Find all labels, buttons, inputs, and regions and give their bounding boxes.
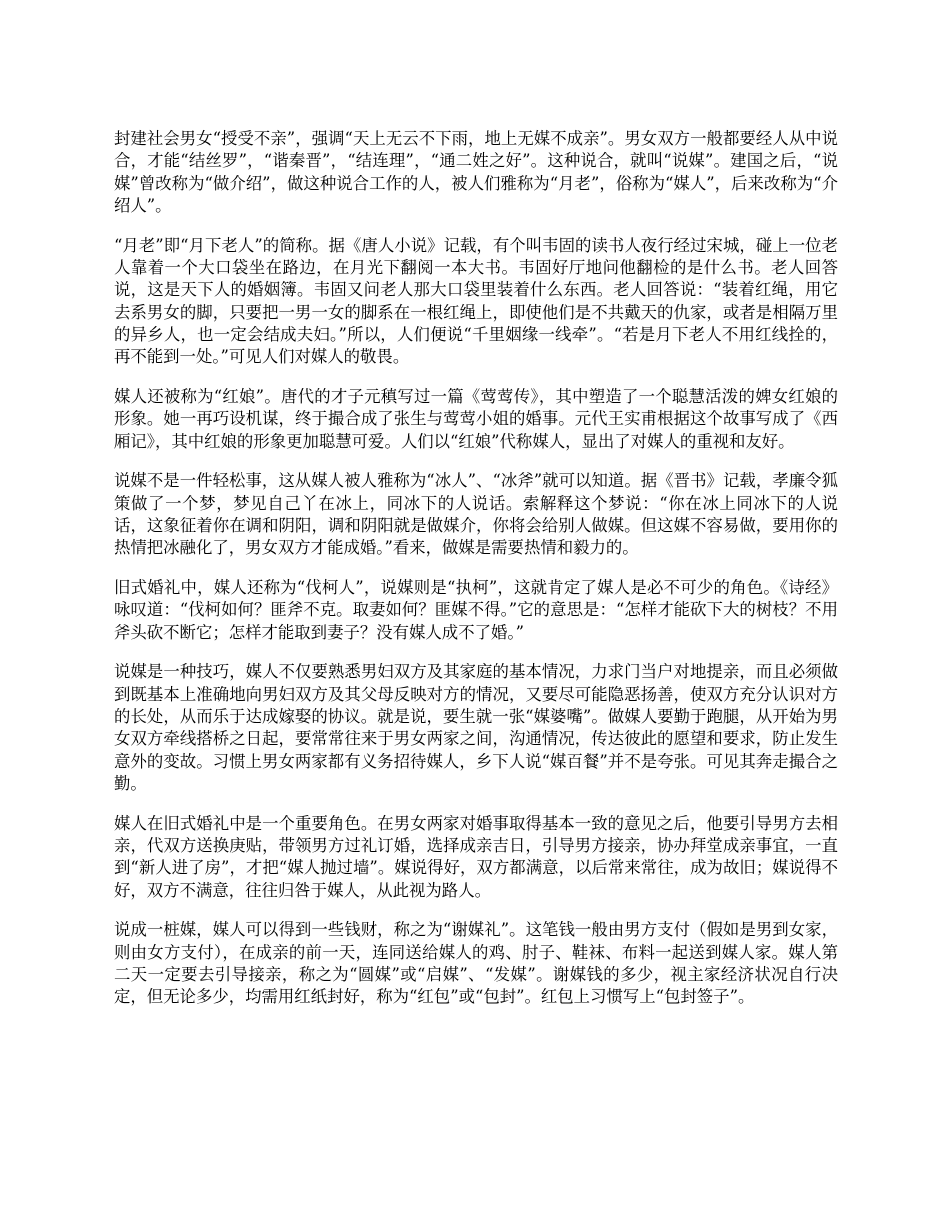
paragraph-8: 说成一桩媒，媒人可以得到一些钱财，称之为“谢媒礼”。这笔钱一般由男方支付（假如是男到女家，则由女方支付），在成亲的前一天，连同送给媒人的鸡、肘子、鞋袜、布料一起送到媒人家。媒人第二天一定要去引导接亲，称之为“圆媒”或“启媒”、“发媒”。谢媒钱的多少，视主家经济状况自行决定，但无论多少，均需用红纸封好，称为“红包”或“包封”。红包上习惯写上“包封签子”。 bbox=[114, 920, 838, 1007]
paragraph-7: 媒人在旧式婚礼中是一个重要角色。在男女两家对婚事取得基本一致的意见之后，他要引导男方去相亲，代双方送换庚贴，带领男方过礼订婚，选择成亲吉日，引导男方接亲，协办拜堂成亲事宜，一直到“新人进了房”，才把“媒人抛过墙”。媒说得好，双方都满意，以后常来常往，成为故旧；媒说得不好，双方不满意，往往归咎于媒人，从此视为路人。 bbox=[114, 813, 838, 900]
document-page bbox=[114, 128, 838, 1026]
paragraph-4: 说媒不是一件轻松事，这从媒人被人雅称为“冰人”、“冰斧”就可以知道。据《晋书》记载，孝廉令狐策做了一个梦，梦见自己丫在冰上，同冰下的人说话。索解释这个梦说：“你在冰上同冰下的人说话，这象征着你在调和阴阳，调和阴阳就是做媒介，你将会给别人做媒。但这媒不容易做，要用你的热情把冰融化了，男女双方才能成婚。”看来，做媒是需要热情和毅力的。 bbox=[114, 471, 838, 558]
paragraph-3: 媒人还被称为“红娘”。唐代的才子元稹写过一篇《莺莺传》，其中塑造了一个聪慧活泼的婢女红娘的形象。她一再巧设机谋，终于撮合成了张生与莺莺小姐的婚事。元代王实甫根据这个故事写成了《西厢记》，其中红娘的形象更加聪慧可爱。人们以“红娘”代称媒人，显出了对媒人的重视和友好。 bbox=[114, 386, 838, 451]
paragraph-5: 旧式婚礼中，媒人还称为“伐柯人”，说媒则是“执柯”，这就肯定了媒人是必不可少的角色。《诗经》咏叹道：“伐柯如何？匪斧不克。取妻如何？匪媒不得。”它的意思是：“怎样才能砍下大的树枝？不用斧头砍不断它；怎样才能取到妻子？没有媒人成不了婚。” bbox=[114, 578, 838, 642]
paragraph-6: 说媒是一种技巧，媒人不仅要熟悉男妇双方及其家庭的基本情况，力求门当户对地提亲，而且必须做到既基本上准确地向男妇双方及其父母反映对方的情况，又要尽可能隐恶扬善，使双方充分认识对方的长处，从而乐于达成嫁娶的协议。就是说，要生就一张“媒婆嘴”。做媒人要勤于跑腿，从开始为男女双方牵线搭桥之日起，要常常往来于男女两家之间，沟通情况，传达彼此的愿望和要求，防止发生意外的变故。习惯上男女两家都有义务招待媒人，乡下人说“媒百餐”并不是夸张。可见其奔走撮合之勤。 bbox=[114, 662, 838, 793]
paragraph-2: “月老”即“月下老人”的简称。据《唐人小说》记载，有个叫韦固的读书人夜行经过宋城，碰上一位老人靠着一个大口袋坐在路边，在月光下翻阅一本大书。韦固好厅地问他翻检的是什么书。老人回答说，这是天下人的婚姻簿。韦固又问老人那大口袋里装着什么东西。老人回答说：“装着红绳，用它去系男女的脚，只要把一男一女的脚系在一根红绳上，即使他们是不共戴天的仇家，或者是相隔万里的异乡人，也一定会结成夫妇。”所以，人们便说“千里姻缘一线牵”。“若是月下老人不用红线拴的，再不能到一处。”可见人们对媒人的敬畏。 bbox=[114, 235, 838, 367]
paragraph-1: 封建社会男女“授受不亲”，强调“天上无云不下雨，地上无媒不成亲”。男女双方一般都要经人从中说合，才能“结丝罗”，“谐秦晋”，“结连理”，“通二姓之好”。这种说合，就叫“说媒”。建国之后，“说媒”曾改称为“做介绍”，做这种说合工作的人，被人们雅称为“月老”，俗称为“媒人”，后来改称为“介绍人”。 bbox=[114, 129, 838, 215]
